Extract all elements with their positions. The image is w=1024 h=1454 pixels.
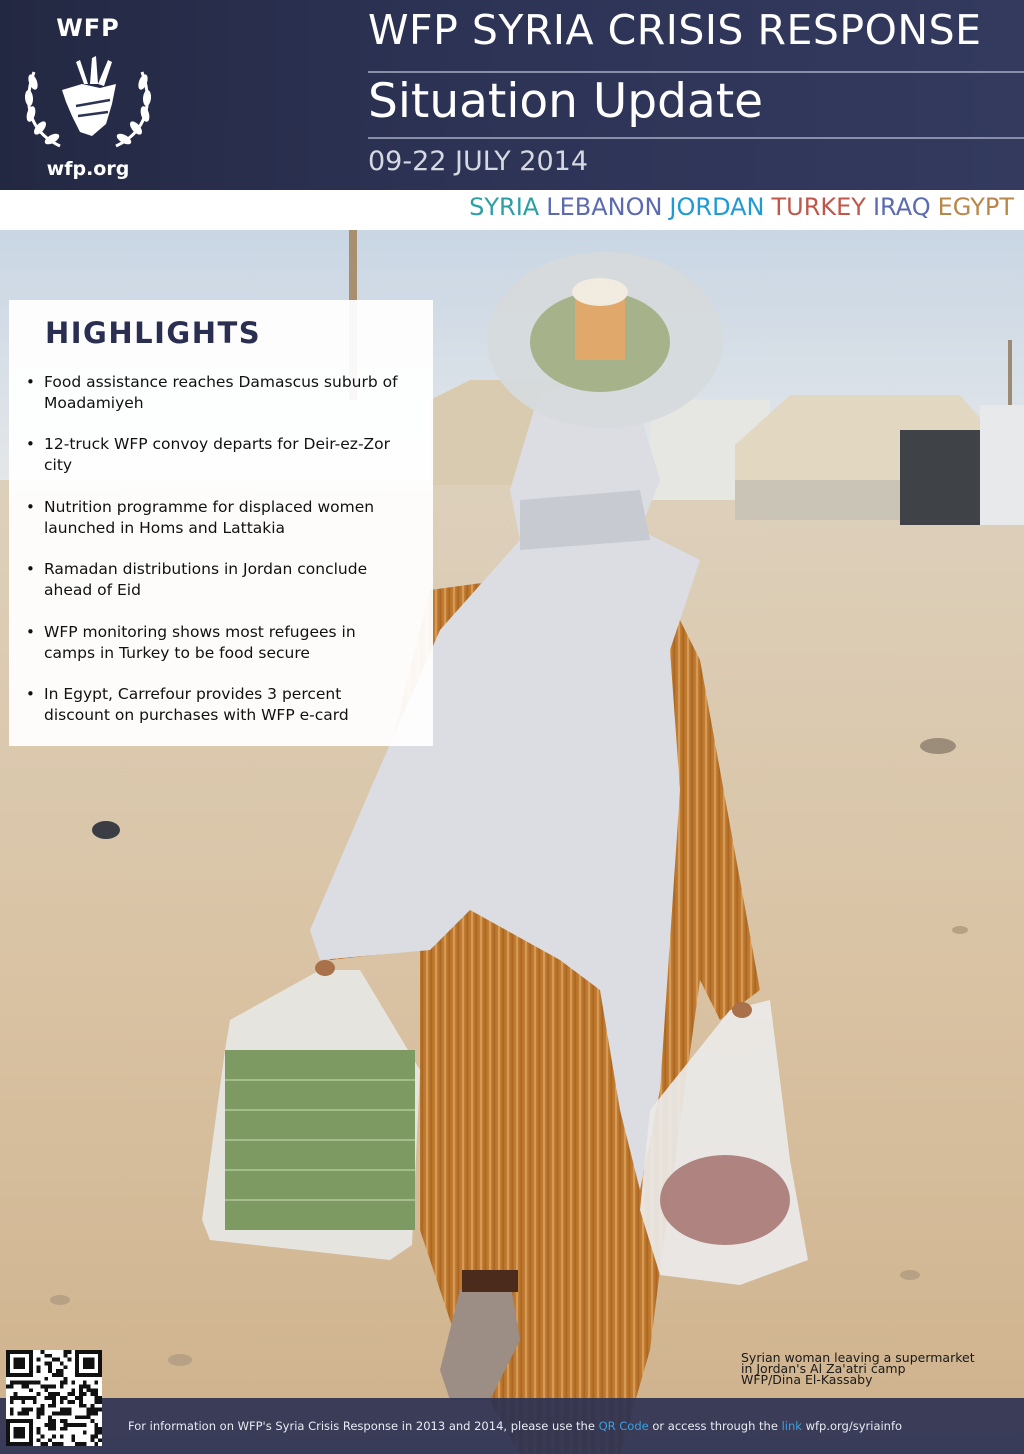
bullet-icon: • <box>26 560 35 579</box>
highlight-item <box>23 372 423 434</box>
report-date: 09-22 JULY 2014 <box>368 146 589 177</box>
country-syria: SYRIA <box>469 193 540 221</box>
highlight-line: launched in Homs and Lattakia <box>44 518 286 537</box>
footer-bar <box>0 1398 1024 1454</box>
logo-text: WFP <box>56 14 120 42</box>
highlight-line: WFP monitoring shows most refugees in <box>44 622 356 641</box>
footer-text-before: For information on WFP's Syria Crisis Response in 2013 and 2014, please use the <box>128 1419 595 1433</box>
highlight-item <box>23 559 423 621</box>
caption-line: in Jordan's Al Za'atri camp <box>741 1361 906 1376</box>
country-iraq: IRAQ <box>872 193 931 221</box>
qr-code-graphic <box>6 1350 102 1446</box>
bullet-icon: • <box>26 373 35 391</box>
highlight-line: Food assistance reaches Damascus suburb of <box>44 373 398 391</box>
bullet-icon: • <box>26 435 35 454</box>
country-egypt: EGYPT <box>937 193 1014 221</box>
wfp-emblem-icon <box>20 44 156 156</box>
title-divider <box>368 71 1024 73</box>
highlights-list <box>23 372 423 746</box>
caption-credit: WFP/Dina El-Kassaby <box>741 1372 873 1387</box>
footer-url[interactable]: wfp.org/syriainfo <box>805 1419 903 1433</box>
caption-line: Syrian woman leaving a supermarket <box>741 1350 975 1365</box>
bullet-icon: • <box>26 497 35 516</box>
footer-text-middle: or access through the <box>652 1419 778 1433</box>
logo-url: wfp.org <box>46 158 130 180</box>
highlight-line: camps in Turkey to be food secure <box>44 643 310 662</box>
highlight-line: 12-truck WFP convoy departs for Deir-ez-Zor <box>44 435 391 454</box>
bullet-icon: • <box>26 684 35 703</box>
bullet-icon: • <box>26 622 35 641</box>
qr-code-link[interactable]: QR Code <box>598 1419 649 1433</box>
highlight-line: Moadamiyeh <box>44 394 144 412</box>
highlight-line: discount on purchases with WFP e-card <box>44 705 349 724</box>
country-jordan: JORDAN <box>669 193 765 221</box>
country-lebanon: LEBANON <box>546 193 663 221</box>
report-subtitle: Situation Update <box>368 74 764 129</box>
highlight-item <box>23 497 423 559</box>
country-list <box>469 193 1014 225</box>
highlight-line: city <box>44 456 73 475</box>
highlight-item <box>23 684 423 746</box>
report-title: WFP SYRIA CRISIS RESPONSE <box>368 6 982 54</box>
highlight-item <box>23 434 423 496</box>
highlight-item <box>23 622 423 684</box>
qr-code-icon[interactable] <box>6 1350 102 1446</box>
photo-caption <box>741 1352 1021 1385</box>
highlight-line: Nutrition programme for displaced women <box>44 497 375 516</box>
country-turkey: TURKEY <box>771 193 866 221</box>
highlights-title: HIGHLIGHTS <box>45 316 262 350</box>
highlights-panel <box>9 300 433 746</box>
wfp-logo[interactable] <box>18 12 158 182</box>
highlight-line: ahead of Eid <box>44 581 141 600</box>
info-link[interactable]: link <box>781 1419 802 1433</box>
highlight-line: Ramadan distributions in Jordan conclude <box>44 560 368 579</box>
footer-text <box>128 1419 902 1433</box>
highlight-line: In Egypt, Carrefour provides 3 percent <box>44 684 342 703</box>
header-band <box>0 0 1024 190</box>
subtitle-divider <box>368 137 1024 139</box>
